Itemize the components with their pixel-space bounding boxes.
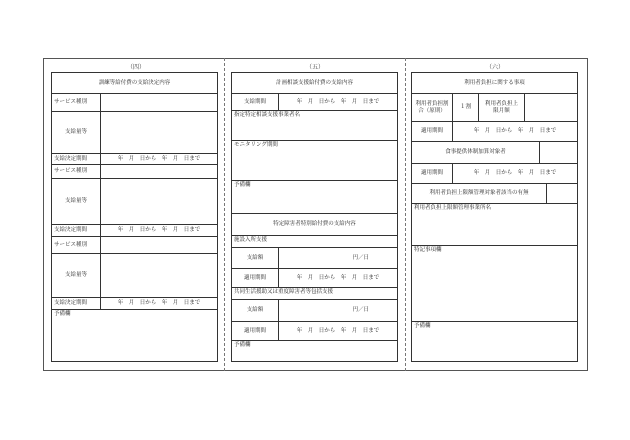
p4-service-value-1 — [100, 93, 217, 111]
p6-burden-limit-label: 利用者負担上限月額 — [478, 93, 524, 121]
p6-mgmt-header: 利用者負担上限額管理対象者該当の有無 — [412, 183, 547, 203]
p6-applied-value: 年 月 日から 年 月 日まで — [452, 121, 577, 141]
p4-period-value-2: 年 月 日から 年 月 日まで — [100, 224, 217, 236]
panel-title-6: （六） — [485, 64, 504, 71]
p5-header-2: 特定障害者特別給付費の支給内容 — [232, 213, 397, 235]
p4-service-label-2: サービス種別 — [52, 164, 100, 178]
p4-header: 訓練等給付費の支給決定内容 — [98, 79, 171, 86]
p4-service-label-1: サービス種別 — [52, 93, 100, 111]
p5-group-home: 共同生活援助又は重度障害者等包括支援 — [232, 287, 397, 299]
p5-period-label: 支給期間 — [232, 93, 278, 110]
p6-burden-limit-value — [524, 93, 577, 121]
p6-mgmt-value — [547, 183, 577, 203]
panel-4 — [51, 72, 218, 362]
p5-applied-value: 年 月 日から 年 月 日まで — [278, 268, 397, 287]
p4-remarks: 予備欄 — [52, 309, 217, 361]
p5-header: 計画相談支援給付費の支給内容 — [275, 79, 353, 86]
panel-5 — [231, 72, 398, 362]
p5-applied-label: 適用期間 — [232, 268, 278, 287]
p4-amount-label-2: 支給量等 — [52, 178, 100, 224]
p6-mgmt-office: 利用者負担上限額管理事業所名 — [412, 203, 577, 245]
p5-period-value: 年 月 日から 年 月 日まで — [278, 93, 397, 110]
p5-amount-label-2: 支給額 — [232, 299, 278, 321]
p4-period-value-1: 年 月 日から 年 月 日まで — [100, 153, 217, 164]
p4-period-label-1: 支給決定期間 — [52, 153, 100, 164]
p5-applied-label-2: 適用期間 — [232, 321, 278, 340]
p5-amount-value: 円／日 — [278, 247, 397, 268]
fold-line-1 — [224, 58, 225, 371]
p4-period-value-3: 年 月 日から 年 月 日まで — [100, 297, 217, 309]
p4-service-value-2 — [100, 164, 217, 178]
p5-remarks-1: 予備欄 — [232, 180, 397, 213]
p5-facility: 施設入所支援 — [232, 235, 397, 247]
p5-amount-value-2: 円／日 — [278, 299, 397, 321]
panel-6 — [411, 72, 578, 362]
p6-applied-value-2: 年 月 日から 年 月 日まで — [452, 163, 577, 183]
p6-remarks: 予備欄 — [412, 321, 577, 361]
p4-period-label-2: 支給決定期間 — [52, 224, 100, 236]
p5-applied-value-2: 年 月 日から 年 月 日まで — [278, 321, 397, 340]
p4-period-label-3: 支給決定期間 — [52, 297, 100, 309]
p5-remarks-2: 予備欄 — [232, 340, 397, 361]
p6-applied-label-2: 適用期間 — [412, 163, 452, 183]
p6-burden-ratio-value: １割 — [452, 93, 478, 121]
fold-line-2 — [405, 58, 406, 371]
p5-amount-label: 支給額 — [232, 247, 278, 268]
p6-meal-value — [540, 141, 577, 163]
p6-applied-label: 適用期間 — [412, 121, 452, 141]
p5-provider: 指定特定相談支援事業者名 — [232, 110, 397, 140]
p4-amount-value-2 — [100, 178, 217, 224]
p4-amount-value-3 — [100, 253, 217, 297]
p6-burden-ratio-label: 利用者負担割合（原則） — [412, 93, 452, 121]
p4-service-label-3: サービス種別 — [52, 236, 100, 253]
panel-title-4: （四） — [126, 64, 145, 71]
panel-title-5: （五） — [305, 64, 324, 71]
p4-amount-value-1 — [100, 111, 217, 153]
p5-monitoring: モニタリング期間 — [232, 140, 397, 180]
p6-header: 利用者負担に関する事項 — [464, 79, 525, 86]
p6-meal-header: 食事提供体制加算対象者 — [412, 141, 540, 163]
p4-amount-label-1: 支給量等 — [52, 111, 100, 153]
p4-service-value-3 — [100, 236, 217, 253]
p4-amount-label-3: 支給量等 — [52, 253, 100, 297]
p6-special: 特記事項欄 — [412, 245, 577, 321]
